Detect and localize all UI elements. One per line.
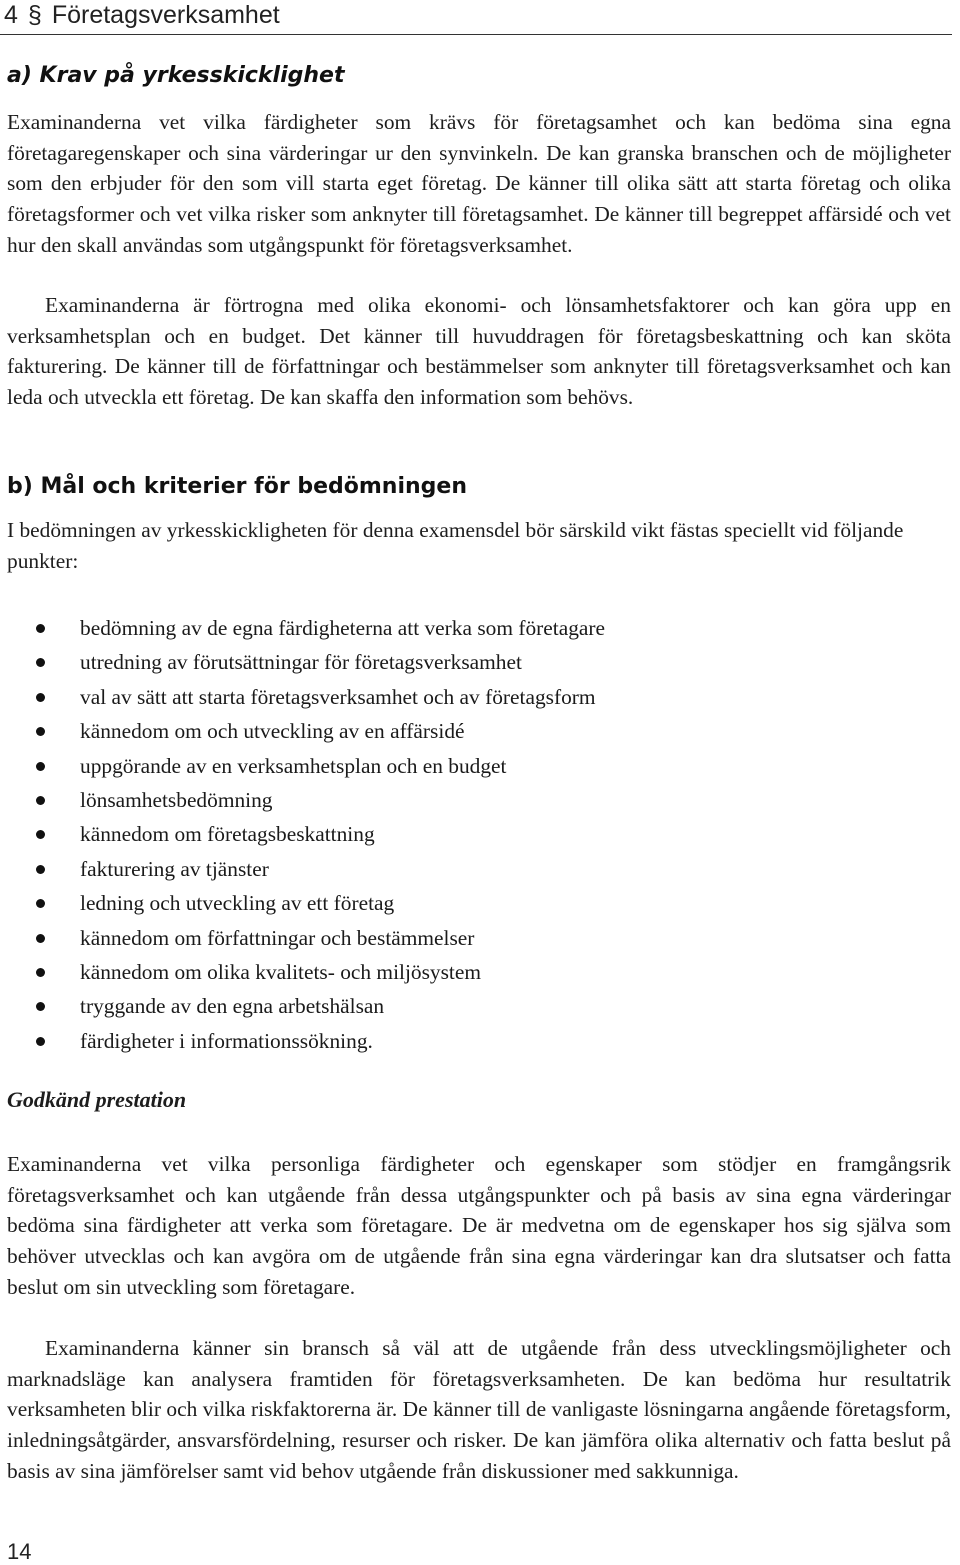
approved-performance-paragraph-2: Examinanderna känner sin bransch så väl att de utgående från dess utvecklingsmöjligheter och marknadsläge kan analysera framtiden för företagsverksamheten. De kan bedöma hur resultatrik verksamheten blir och vilka riskfaktorerna är. De känner till de vanligaste lösningarna angående företagsform, inledningsåtgärder, ansvarsfördelning, resurser och risker. De kan jämföra olika alternativ och fatta beslut på basis av sina jämförelser samt vid behov utgående från diskussioner med sakkunniga. bbox=[7, 1336, 951, 1483]
bullet-icon bbox=[36, 727, 45, 736]
list-item-text: kännedom om företagsbeskattning bbox=[80, 822, 375, 847]
approved-performance-heading: Godkänd prestation bbox=[7, 1087, 187, 1112]
list-item-text: lönsamhetsbedömning bbox=[80, 787, 273, 812]
page-number: 14 bbox=[7, 1539, 32, 1564]
approved-performance-paragraph-1: Examinanderna vet vilka personliga färdigheter och egenskaper som stödjer en framgångsrik företagsverksamhet och kan utgående från dessa utgångspunkter och på basis av sina egna värderingar bedöma sina färdigheter att verka som företagare. De är medvetna om de egenskaper hos sig själva som behöver utvecklas och kan avgöra om de utgående från sina egna värderingar kan dra slutsatser och fatta beslut om sin utveckling som företagare. bbox=[7, 1152, 951, 1299]
bullet-icon bbox=[36, 762, 45, 771]
bullet-icon bbox=[36, 934, 45, 943]
list-item-text: färdigheter i informationssökning. bbox=[80, 1028, 373, 1053]
bullet-icon bbox=[36, 658, 45, 667]
section-a-heading: a) Krav på yrkesskicklighet bbox=[7, 63, 345, 88]
list-item-text: tryggande av den egna arbetshälsan bbox=[80, 994, 385, 1019]
bullet-icon bbox=[36, 899, 45, 908]
bullet-icon bbox=[36, 865, 45, 874]
chapter-title: Företagsverksamhet bbox=[51, 1, 280, 29]
list-item-text: fakturering av tjänster bbox=[80, 856, 269, 881]
bullet-icon bbox=[36, 693, 45, 702]
bullet-icon bbox=[36, 1002, 45, 1011]
section-sign: § bbox=[27, 1, 42, 29]
bullet-icon bbox=[36, 624, 45, 633]
section-a-paragraph-2: Examinanderna är förtrogna med olika ekonomi- och lönsamhetsfaktorer och kan göra upp en verksamhetsplan och en budget. Det känner till huvuddragen för företagsbeskattning och kan sköta fakturering. De känner till de författningar och bestämmelser som anknyter till företagsverksamhet och kan leda och utveckla ett företag. De kan skaffa den information som behövs. bbox=[7, 293, 951, 410]
list-item-text: kännedom om författningar och bestämmelser bbox=[80, 925, 475, 950]
section-b-intro: I bedömningen av yrkesskickligheten för denna examensdel bör särskild vikt fästas speciellt vid följande punkter: bbox=[7, 518, 904, 573]
list-item-text: utredning av förutsättningar för företagsverksamhet bbox=[80, 650, 522, 675]
list-item-text: uppgörande av en verksamhetsplan och en budget bbox=[80, 753, 507, 778]
bullet-icon bbox=[36, 796, 45, 805]
page-header bbox=[0, 0, 952, 35]
chapter-number: 4 bbox=[4, 1, 18, 29]
list-item-text: ledning och utveckling av ett företag bbox=[80, 891, 395, 916]
section-b-heading: b) Mål och kriterier för bedömningen bbox=[7, 474, 468, 499]
bullet-icon bbox=[36, 968, 45, 977]
list-item-text: kännedom om olika kvalitets- och miljösystem bbox=[80, 959, 482, 984]
section-a-paragraph-1: Examinanderna vet vilka färdigheter som krävs för företagsamhet och kan bedöma sina egna företagaregenskaper och sina värderingar ur den synvinkeln. De kan granska branschen och de möjligheter som den erbjuder för den som vill starta eget företag. De känner till olika sätt att starta företag och olika företagsformer och vet vilka risker som anknyter till företagsamhet. De känner till begreppet affärsidé och vet hur den skall användas som utgångspunkt för företagsverksamhet. bbox=[7, 110, 951, 257]
list-item-text: bedömning av de egna färdigheterna att verka som företagare bbox=[80, 616, 606, 640]
list-item-text: val av sätt att starta företagsverksamhet och av företagsform bbox=[80, 684, 596, 709]
list-item-text: kännedom om och utveckling av en affärsidé bbox=[80, 719, 465, 744]
bullet-icon bbox=[36, 1037, 45, 1046]
bullet-icon bbox=[36, 830, 45, 839]
